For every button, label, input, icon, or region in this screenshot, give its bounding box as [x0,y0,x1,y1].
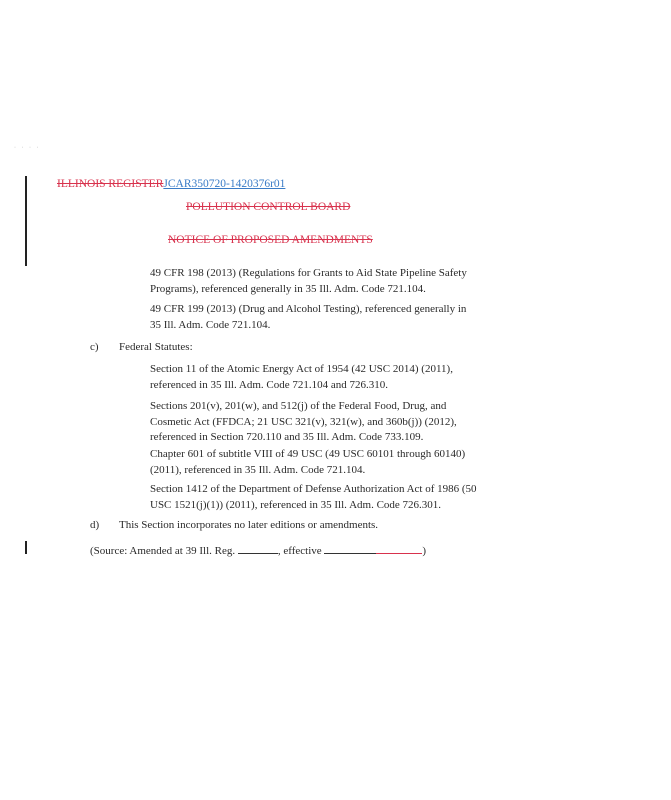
statute-item [150,362,453,393]
effective-date-blank [324,544,376,554]
statute-line: Sections 201(v), 201(w), and 512(j) of the Federal Food, Drug, and [150,400,447,412]
statute-line: referenced in 35 Ill. Adm. Code 721.104 and 726.310. [150,378,388,391]
subsection-c-label: c) [90,341,99,353]
cfr-item-line: 49 CFR 199 (2013) (Drug and Alcohol Testing), referenced generally in [150,303,467,315]
statute-line: (2011), referenced in 35 Ill. Adm. Code 721.104. [150,463,366,476]
board-title: POLLUTION CONTROL BOARD [186,201,351,213]
cfr-item [150,302,466,333]
change-bar-header [25,176,27,266]
source-suffix: ) [422,545,427,557]
source-prefix: (Source: Amended at 39 Ill. Reg. [90,545,236,557]
statute-line: Section 1412 of the Department of Defense Authorization Act of 1986 (50 [150,483,477,495]
statute-line: Section 11 of the Atomic Energy Act of 1954 (42 USC 2014) (2011), [150,363,453,375]
statute-item [150,399,457,446]
statute-line: Cosmetic Act (FFDCA; 21 USC 321(v), 321(w), and 360b(j)) (2012), [150,415,457,428]
subsection-d-text: This Section incorporates no later editions or amendments. [119,519,379,531]
register-title-inserted: JCAR350720-1420376r01 [163,178,286,190]
cfr-item-line: 35 Ill. Adm. Code 721.104. [150,318,271,331]
cfr-item-line: 49 CFR 198 (2013) (Regulations for Grants to Aid State Pipeline Safety [150,267,467,279]
notice-title: NOTICE OF PROPOSED AMENDMENTS [168,234,373,246]
effective-date-blank-revised [376,544,422,554]
change-bar-source [25,541,27,554]
source-middle: , effective [277,545,322,557]
scan-artifact: · · · · [14,145,41,151]
register-title-struck: ILLINOIS REGISTER [57,178,164,190]
statute-item [150,447,465,478]
register-blank [238,544,278,554]
statute-item [150,482,477,513]
subsection-c-title: Federal Statutes: [119,341,193,353]
source-note [90,544,426,557]
cfr-item-line: Programs), referenced generally in 35 Ill. Adm. Code 721.104. [150,282,426,295]
cfr-item [150,266,467,297]
subsection-d-label: d) [90,519,100,531]
register-header [57,178,285,190]
statute-line: referenced in Section 720.110 and 35 Ill. Adm. Code 733.109. [150,431,424,443]
statute-line: USC 1521(j)(1)) (2011), referenced in 35 Ill. Adm. Code 726.301. [150,498,442,511]
statute-line: Chapter 601 of subtitle VIII of 49 USC (49 USC 60101 through 60140) [150,448,466,460]
